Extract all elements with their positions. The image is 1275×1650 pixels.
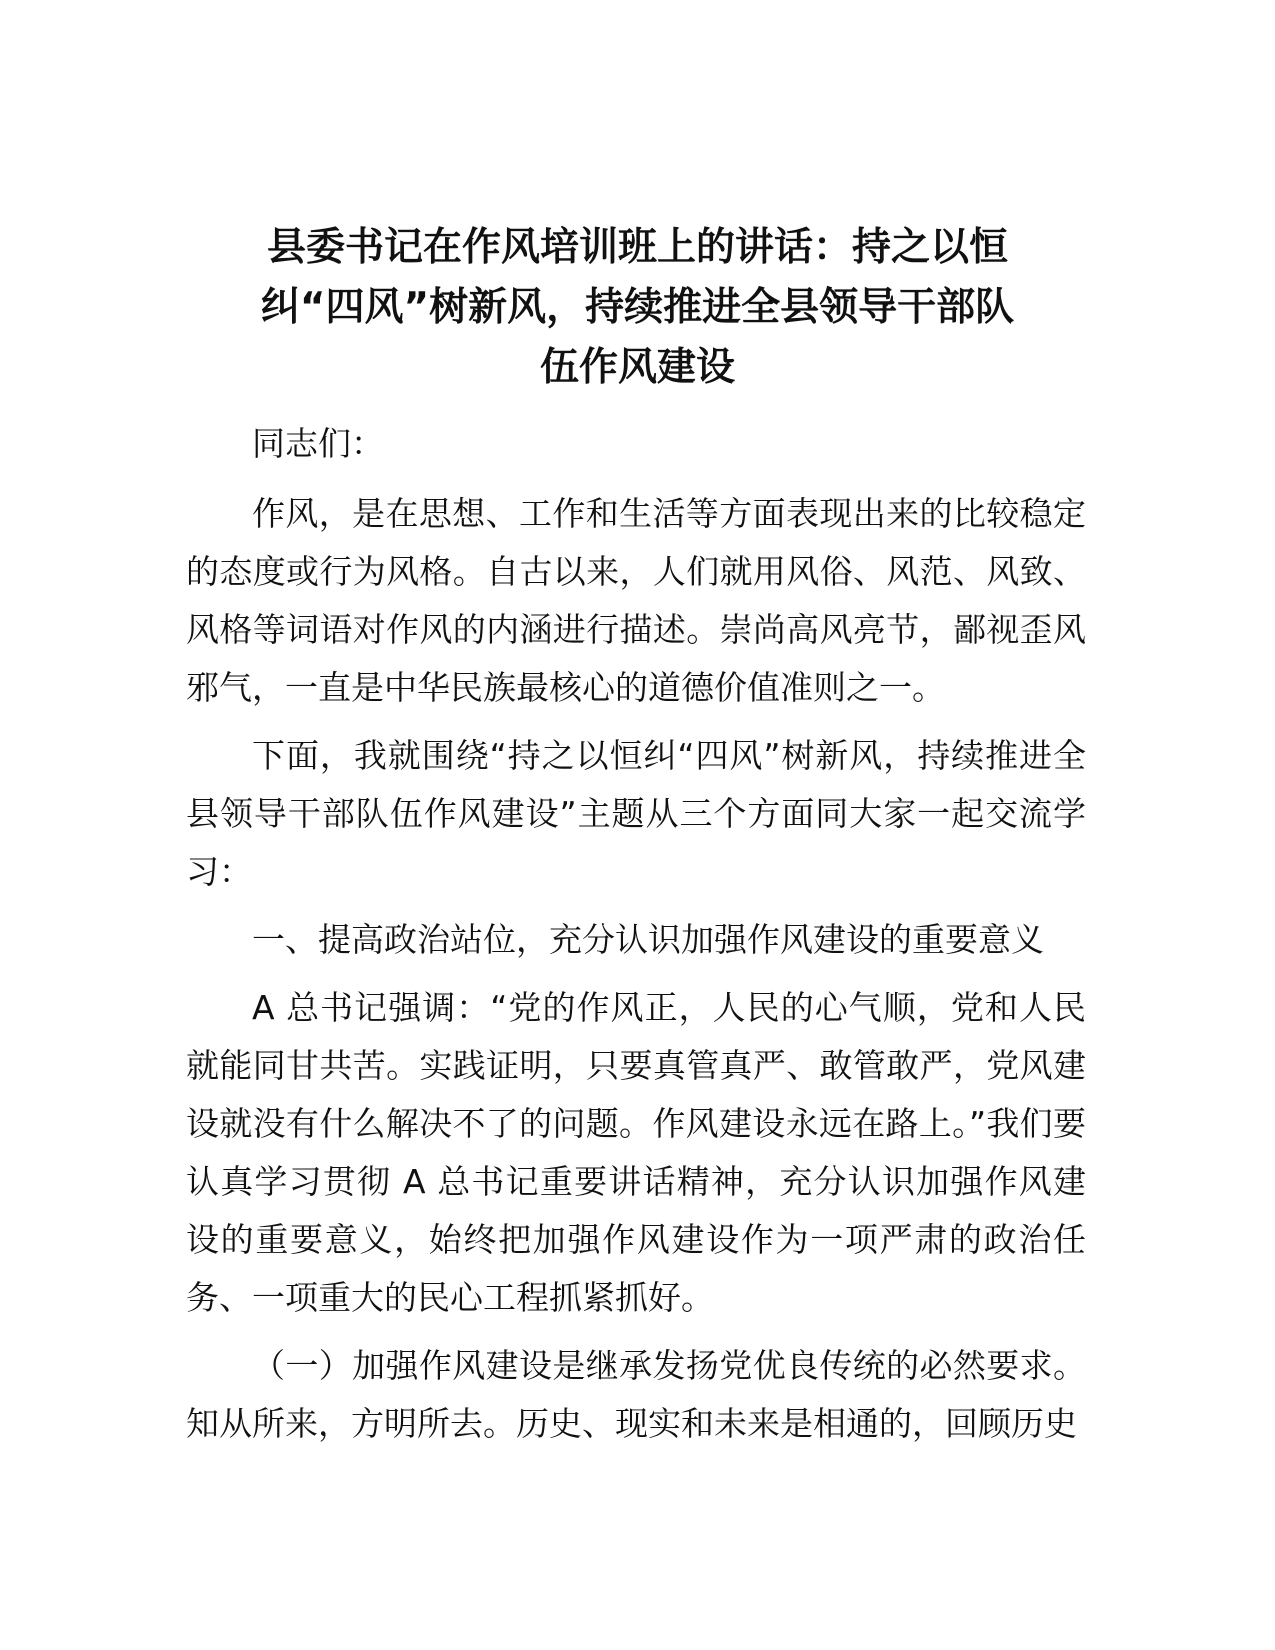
paragraph-topic: 下面，我就围绕“持之以恒纠“四风”树新风，持续推进全县领导干部队伍作风建设”主题从三个方面同大家一起交流学习： <box>186 736 1086 891</box>
document-title <box>190 218 1085 398</box>
document-body <box>186 415 1086 1463</box>
title-line-1: 县委书记在作风培训班上的讲话：持之以恒 <box>266 225 1008 270</box>
title-line-2: 纠“四风”树新风，持续推进全县领导干部队 <box>260 285 1015 330</box>
greeting: 同志们： <box>252 424 384 463</box>
section-heading-1: 一、提高政治站位，充分认识加强作风建设的重要意义 <box>252 920 1044 959</box>
paragraph-intro: 作风，是在思想、工作和生活等方面表现出来的比较稳定的态度或行为风格。自古以来，人们就用风俗、风范、风致、风格等词语对作风的内涵进行描述。崇尚高风亮节，鄙视歪风邪气，一直是中华民族最核心的道德价值准则之一。 <box>186 494 1086 707</box>
subsection-1: （一）加强作风建设是继承发扬党优良传统的必然要求。知从所来，方明所去。历史、现实和未来是相通的，回顾历史 <box>186 1346 1086 1443</box>
paragraph-quote: A 总书记强调：“党的作风正，人民的心气顺，党和人民就能同甘共苦。实践证明，只要真管真严、敢管敢严，党风建设就没有什么解决不了的问题。作风建设永远在路上。”我们要认真学习贯彻 A 总书记重要讲话精神，充分认识加强作风建设的重要意义，始终把加强作风建设作为一项严肃的政治任务、一项重大的民心工程抓紧抓好。 <box>186 988 1086 1317</box>
title-line-3: 伍作风建设 <box>539 345 735 390</box>
